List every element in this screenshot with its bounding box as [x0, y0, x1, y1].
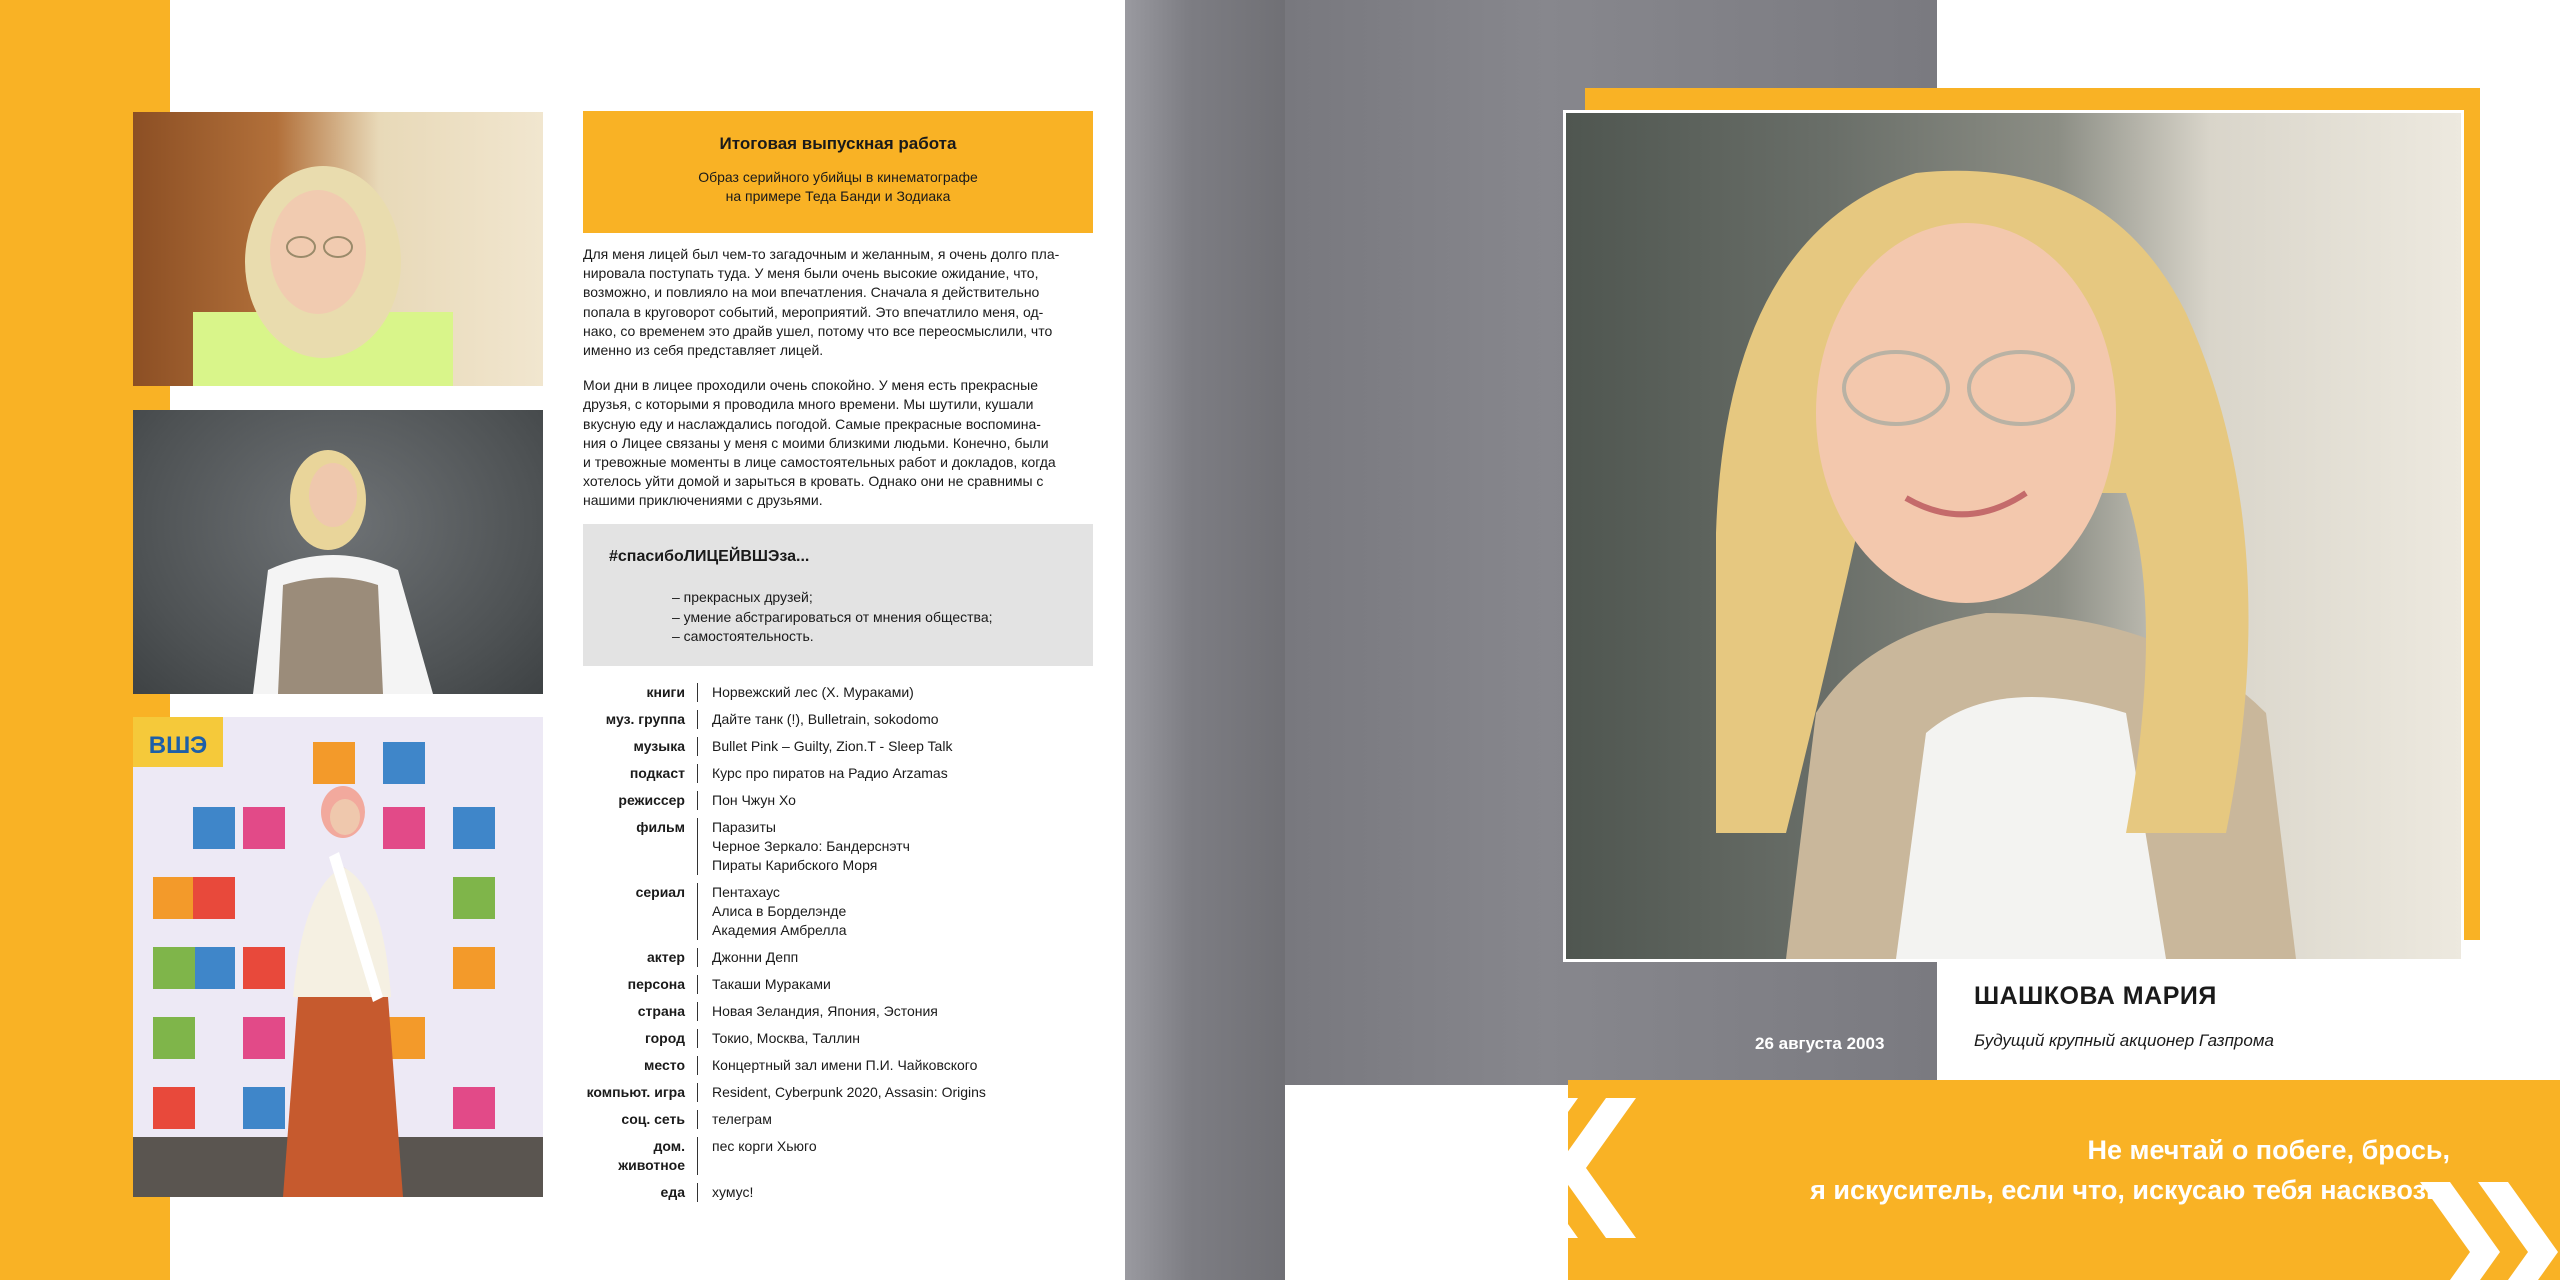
quote-text: Не мечтай о побеге, брось, я искуситель, если что, искусаю тебя насквозь.: [1810, 1135, 2450, 1205]
favorite-value: Дайте танк (!), Bulletrain, sokodomo: [697, 710, 939, 729]
final-work-subtitle: Образ серийного убийцы в кинематографе на примере Теда Банди и Зодиака: [698, 169, 978, 204]
favorite-row: [583, 1075, 1113, 1102]
favorite-key: страна: [637, 1003, 685, 1019]
student-motto: Будущий крупный акционер Газпрома: [1974, 1031, 2274, 1050]
favorite-key: муз. группа: [605, 711, 685, 727]
favorite-value: Паразиты Черное Зеркало: Бандерснэтч Пираты Карибского Моря: [697, 818, 910, 875]
favorite-row: [583, 1102, 1113, 1129]
essay-paragraph: Для меня лицей был чем-то загадочным и желанным, я очень долго пла- нировала поступать туда. У меня были очень высокие ожидание, что, возможно, и повлияло на мои впечатления. Сначала я действительно попала в круговорот событий, мероприятий. Это впечатлило меня, од- нако, со временем это драйв ушел, потому что все переосмыслили, что именно из себя представляет лицей.: [583, 246, 1060, 359]
photo-portrait-closeup: [133, 112, 543, 386]
thanks-item: – прекрасных друзей;: [672, 589, 813, 605]
favorite-key: место: [644, 1057, 685, 1073]
photo-chalkboard: [133, 410, 543, 694]
favorite-value: телеграм: [697, 1110, 772, 1129]
thanks-list: [672, 588, 993, 647]
thanks-item: – самостоятельность.: [672, 628, 814, 644]
favorite-key: фильм: [636, 819, 685, 835]
birth-date: 26 августа 2003: [1755, 1034, 1885, 1053]
favorite-key: город: [644, 1030, 685, 1046]
essay-paragraph: Мои дни в лицее проходили очень спокойно. У меня есть прекрасные друзья, с которыми я проводила много времени. Мы шутили, кушали вкусную еду и наслаждались погодой. Самые прекрасные воспомина- ния о Лицее связаны у меня с моими близкими людьми. Конечно, были и тревожные моменты в лице самостоятельных работ и докладов, когда хотелось уйти домой и зарыться в кровать. Однако они не сравнимы с нашими приключениями с друзьями.: [583, 377, 1056, 509]
thanks-hashtag: #спасибоЛИЦЕЙВШЭза...: [609, 548, 810, 565]
favorite-key: режиссер: [618, 792, 685, 808]
favorite-row: [583, 940, 1113, 967]
backdrop-hse-logo: ВШЭ: [148, 732, 208, 759]
favorite-row: [583, 702, 1113, 729]
favorite-row: [583, 680, 1113, 702]
favorite-value: Концертный зал имени П.И. Чайковского: [697, 1056, 977, 1075]
favorite-key: дом. животное: [618, 1138, 685, 1173]
favorite-value: Bullet Pink – Guilty, Zion.T - Sleep Talk: [697, 737, 952, 756]
favorite-value: Курс про пиратов на Радио Arzamas: [697, 764, 948, 783]
main-portrait-photo: [1563, 110, 2464, 962]
favorite-value: Норвежский лес (Х. Мураками): [697, 683, 914, 702]
thanks-box: [583, 524, 1093, 666]
favorite-value: пес корги Хьюго: [697, 1137, 817, 1175]
favorite-value: Такаши Мураками: [697, 975, 831, 994]
favorite-row: [583, 994, 1113, 1021]
favorite-key: еда: [660, 1184, 685, 1200]
photo-graduation-backdrop: [133, 717, 543, 1197]
favorite-row: [583, 810, 1113, 875]
favorite-key: музыка: [633, 738, 685, 754]
favorite-value: Токио, Москва, Таллин: [697, 1029, 860, 1048]
favorite-key: соц. сеть: [621, 1111, 685, 1127]
favorite-key: компьют. игра: [586, 1084, 685, 1100]
thanks-item: – умение абстрагироваться от мнения общества;: [672, 608, 993, 625]
favorite-value: Новая Зеландия, Япония, Эстония: [697, 1002, 938, 1021]
student-name: ШАШКОВА МАРИЯ: [1974, 982, 2217, 1010]
favorite-row: [583, 1129, 1113, 1175]
favorite-row: [583, 729, 1113, 756]
favorite-row: [583, 756, 1113, 783]
favorite-value: Resident, Cyberpunk 2020, Assasin: Origins: [697, 1083, 986, 1102]
favorites-table: [583, 680, 1113, 1202]
favorite-key: книги: [646, 684, 685, 700]
favorite-key: персона: [627, 976, 685, 992]
essay-text: [583, 245, 1093, 527]
favorite-key: подкаст: [629, 765, 685, 781]
favorite-key: актер: [647, 949, 685, 965]
favorite-row: [583, 1175, 1113, 1202]
favorite-key: сериал: [635, 884, 685, 900]
final-work-title: Итоговая выпускная работа: [719, 134, 957, 153]
final-work-box: [583, 111, 1093, 233]
favorite-value: Джонни Депп: [697, 948, 798, 967]
favorite-row: [583, 1048, 1113, 1075]
favorite-row: [583, 783, 1113, 810]
favorite-value: Пон Чжун Хо: [697, 791, 796, 810]
favorite-row: [583, 875, 1113, 940]
favorite-row: [583, 967, 1113, 994]
favorite-row: [583, 1021, 1113, 1048]
favorite-value: хумус!: [697, 1183, 753, 1202]
favorite-value: Пентахаус Алиса в Борделэнде Академия Амбрелла: [697, 883, 846, 940]
book-spine: [1125, 0, 1285, 1280]
